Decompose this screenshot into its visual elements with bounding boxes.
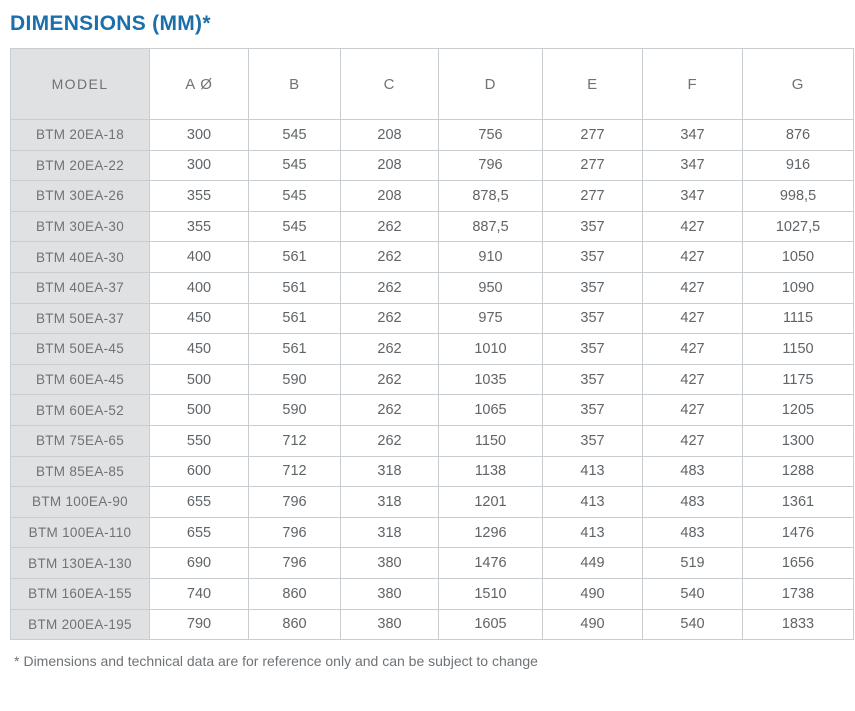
cell-c: 318 (341, 517, 439, 548)
table-row (11, 395, 854, 426)
cell-model: BTM 100EA-90 (11, 487, 150, 518)
cell-a: 300 (150, 120, 249, 151)
cell-c: 262 (341, 425, 439, 456)
cell-e: 413 (543, 487, 643, 518)
cell-model: BTM 30EA-26 (11, 181, 150, 212)
cell-b: 545 (249, 181, 341, 212)
cell-c: 262 (341, 334, 439, 365)
cell-e: 357 (543, 211, 643, 242)
cell-g: 1288 (743, 456, 854, 487)
cell-c: 318 (341, 487, 439, 518)
table-row (11, 425, 854, 456)
cell-d: 1150 (439, 425, 543, 456)
cell-a: 790 (150, 609, 249, 640)
table-row (11, 517, 854, 548)
table-row (11, 181, 854, 212)
table-row (11, 272, 854, 303)
cell-c: 262 (341, 364, 439, 395)
cell-g: 998,5 (743, 181, 854, 212)
cell-g: 1205 (743, 395, 854, 426)
column-header-a: A Ø (150, 49, 249, 120)
cell-b: 860 (249, 578, 341, 609)
cell-b: 712 (249, 425, 341, 456)
cell-model: BTM 200EA-195 (11, 609, 150, 640)
cell-e: 490 (543, 609, 643, 640)
cell-d: 887,5 (439, 211, 543, 242)
table-header (11, 49, 854, 120)
cell-d: 796 (439, 150, 543, 181)
cell-b: 712 (249, 456, 341, 487)
cell-f: 483 (643, 487, 743, 518)
cell-g: 1476 (743, 517, 854, 548)
cell-b: 561 (249, 303, 341, 334)
cell-c: 262 (341, 272, 439, 303)
cell-e: 357 (543, 334, 643, 365)
cell-a: 450 (150, 334, 249, 365)
cell-c: 208 (341, 150, 439, 181)
table-row (11, 120, 854, 151)
cell-b: 590 (249, 364, 341, 395)
cell-model: BTM 75EA-65 (11, 425, 150, 456)
cell-d: 1138 (439, 456, 543, 487)
cell-g: 1361 (743, 487, 854, 518)
cell-b: 860 (249, 609, 341, 640)
cell-f: 483 (643, 517, 743, 548)
cell-e: 413 (543, 456, 643, 487)
column-header-c: C (341, 49, 439, 120)
cell-model: BTM 60EA-52 (11, 395, 150, 426)
cell-d: 756 (439, 120, 543, 151)
column-header-model: MODEL (11, 49, 150, 120)
column-header-f: F (643, 49, 743, 120)
table-row (11, 548, 854, 579)
cell-d: 910 (439, 242, 543, 273)
cell-f: 347 (643, 120, 743, 151)
cell-c: 380 (341, 609, 439, 640)
cell-e: 357 (543, 425, 643, 456)
cell-b: 796 (249, 517, 341, 548)
cell-g: 1050 (743, 242, 854, 273)
cell-f: 427 (643, 395, 743, 426)
cell-c: 262 (341, 242, 439, 273)
cell-g: 1175 (743, 364, 854, 395)
column-header-d: D (439, 49, 543, 120)
cell-e: 490 (543, 578, 643, 609)
cell-g: 1300 (743, 425, 854, 456)
cell-model: BTM 30EA-30 (11, 211, 150, 242)
cell-g: 1656 (743, 548, 854, 579)
cell-b: 545 (249, 211, 341, 242)
cell-a: 655 (150, 487, 249, 518)
footnote-marker: * (14, 653, 20, 670)
cell-c: 208 (341, 181, 439, 212)
cell-c: 262 (341, 395, 439, 426)
cell-d: 1296 (439, 517, 543, 548)
cell-f: 427 (643, 242, 743, 273)
column-header-e: E (543, 49, 643, 120)
cell-b: 590 (249, 395, 341, 426)
cell-e: 357 (543, 272, 643, 303)
cell-f: 427 (643, 303, 743, 334)
cell-b: 796 (249, 548, 341, 579)
cell-g: 916 (743, 150, 854, 181)
footnote-text: Dimensions and technical data are for reference only and can be subject to change (23, 653, 538, 670)
table-row (11, 487, 854, 518)
cell-g: 1150 (743, 334, 854, 365)
cell-model: BTM 50EA-45 (11, 334, 150, 365)
cell-c: 318 (341, 456, 439, 487)
cell-model: BTM 20EA-22 (11, 150, 150, 181)
cell-f: 483 (643, 456, 743, 487)
cell-c: 380 (341, 548, 439, 579)
cell-e: 357 (543, 364, 643, 395)
cell-b: 561 (249, 242, 341, 273)
cell-c: 208 (341, 120, 439, 151)
table-row (11, 211, 854, 242)
cell-b: 796 (249, 487, 341, 518)
cell-f: 427 (643, 211, 743, 242)
cell-a: 690 (150, 548, 249, 579)
cell-f: 427 (643, 364, 743, 395)
cell-d: 1510 (439, 578, 543, 609)
cell-g: 1738 (743, 578, 854, 609)
table-body (11, 120, 854, 640)
cell-f: 347 (643, 181, 743, 212)
cell-d: 1605 (439, 609, 543, 640)
cell-b: 561 (249, 334, 341, 365)
table-row (11, 364, 854, 395)
cell-a: 655 (150, 517, 249, 548)
table-row (11, 609, 854, 640)
table-row (11, 456, 854, 487)
table-row (11, 334, 854, 365)
cell-model: BTM 160EA-155 (11, 578, 150, 609)
cell-c: 262 (341, 211, 439, 242)
cell-model: BTM 40EA-30 (11, 242, 150, 273)
cell-f: 347 (643, 150, 743, 181)
cell-c: 262 (341, 303, 439, 334)
cell-a: 600 (150, 456, 249, 487)
cell-model: BTM 100EA-110 (11, 517, 150, 548)
cell-d: 1065 (439, 395, 543, 426)
table-row (11, 578, 854, 609)
cell-d: 1010 (439, 334, 543, 365)
cell-a: 500 (150, 395, 249, 426)
cell-f: 427 (643, 272, 743, 303)
cell-e: 277 (543, 150, 643, 181)
cell-f: 427 (643, 334, 743, 365)
cell-d: 878,5 (439, 181, 543, 212)
cell-e: 277 (543, 181, 643, 212)
dimensions-table (10, 48, 854, 640)
cell-g: 876 (743, 120, 854, 151)
cell-g: 1115 (743, 303, 854, 334)
cell-model: BTM 85EA-85 (11, 456, 150, 487)
cell-f: 519 (643, 548, 743, 579)
cell-e: 357 (543, 242, 643, 273)
cell-d: 1201 (439, 487, 543, 518)
cell-g: 1090 (743, 272, 854, 303)
table-row (11, 242, 854, 273)
table-row (11, 150, 854, 181)
cell-a: 400 (150, 242, 249, 273)
cell-a: 355 (150, 211, 249, 242)
cell-b: 545 (249, 150, 341, 181)
cell-model: BTM 130EA-130 (11, 548, 150, 579)
cell-d: 975 (439, 303, 543, 334)
cell-model: BTM 60EA-45 (11, 364, 150, 395)
cell-d: 1476 (439, 548, 543, 579)
cell-a: 400 (150, 272, 249, 303)
cell-a: 300 (150, 150, 249, 181)
cell-g: 1833 (743, 609, 854, 640)
cell-e: 277 (543, 120, 643, 151)
cell-d: 1035 (439, 364, 543, 395)
cell-f: 540 (643, 578, 743, 609)
cell-d: 950 (439, 272, 543, 303)
cell-f: 540 (643, 609, 743, 640)
column-header-b: B (249, 49, 341, 120)
cell-a: 355 (150, 181, 249, 212)
cell-model: BTM 40EA-37 (11, 272, 150, 303)
cell-model: BTM 50EA-37 (11, 303, 150, 334)
cell-model: BTM 20EA-18 (11, 120, 150, 151)
cell-a: 500 (150, 364, 249, 395)
footnote (14, 653, 849, 669)
table-row (11, 303, 854, 334)
table-header-row (11, 49, 854, 120)
cell-e: 413 (543, 517, 643, 548)
cell-e: 357 (543, 303, 643, 334)
cell-c: 380 (341, 578, 439, 609)
cell-g: 1027,5 (743, 211, 854, 242)
column-header-g: G (743, 49, 854, 120)
cell-f: 427 (643, 425, 743, 456)
cell-a: 740 (150, 578, 249, 609)
page-title: DIMENSIONS (MM)* (10, 12, 211, 35)
cell-e: 357 (543, 395, 643, 426)
cell-a: 550 (150, 425, 249, 456)
cell-e: 449 (543, 548, 643, 579)
cell-b: 545 (249, 120, 341, 151)
cell-a: 450 (150, 303, 249, 334)
cell-b: 561 (249, 272, 341, 303)
